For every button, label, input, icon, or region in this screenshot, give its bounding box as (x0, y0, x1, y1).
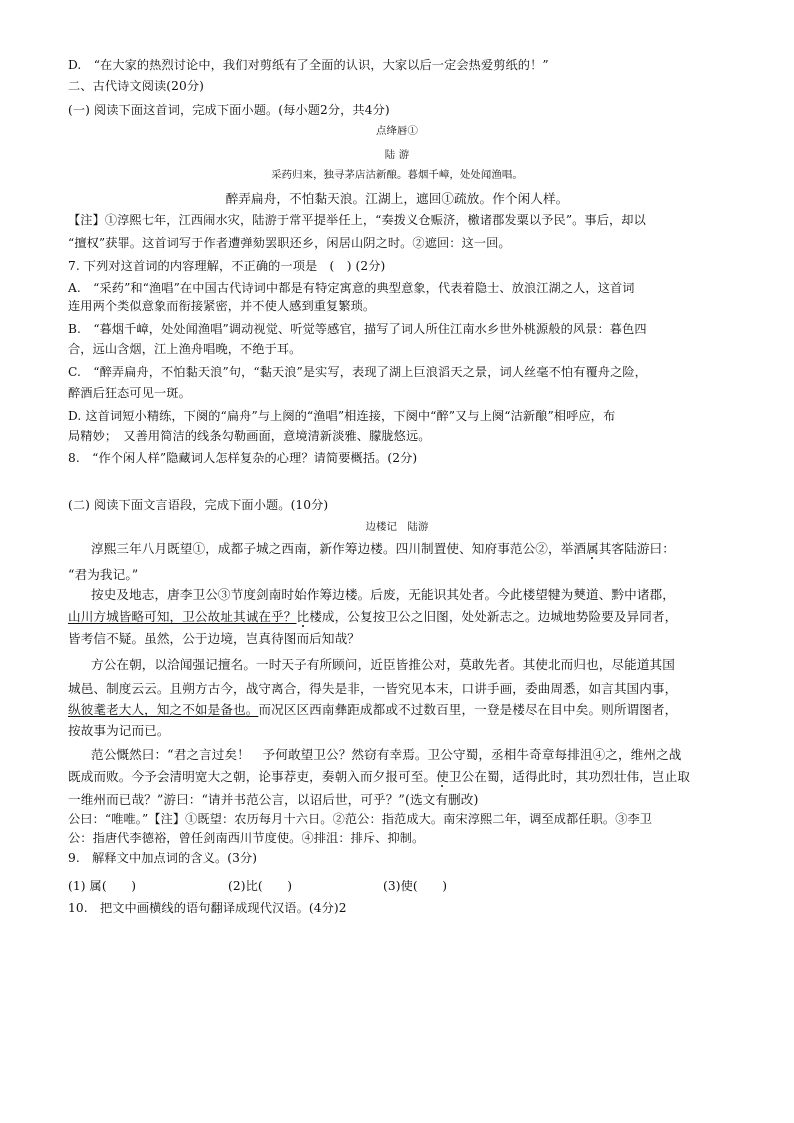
section-heading-ancient-poetry: 二、古代诗文阅读(20分) (68, 79, 205, 93)
essay-para-4-line-2: 既成而败。今予会清明宽大之朝，论事荐吏，奏朝入而夕报可至。使卫公在蜀，适得此时，其功烈壮伟，岂止取 (68, 769, 691, 784)
question-9-blank-2: (2)比( ) (228, 879, 293, 893)
option-b-line-1: B. “暮烟千嶂，处处闻渔唱”调动视觉、听觉等感官，描写了词人所住江南水乡世外桃源般的风景：暮色四 (68, 322, 647, 336)
poem-line-1: 采药归来，独寻茅店沽新酿。暮烟千嶂，处处闻渔唱。 (271, 169, 523, 181)
question-9: 9. 解释文中加点词的含义。(3分) (68, 851, 258, 865)
option-a-line-2: 连用两个类似意象而衔接紧密，并不使人感到重复繁琐。 (68, 299, 376, 313)
essay-para-3-line-1: 方公在朝，以洽闻强记擅名。一时天子有所顾问，近臣皆推公对，莫敢先者。其使北而归也，尽能道其国 (91, 657, 675, 672)
option-d-line-2: 局精妙； 又善用简洁的线条勾勒画面，意境清新淡雅、朦胧悠远。 (68, 429, 431, 443)
essay-para-3-line-2: 城邑、制度云云。且朔方古今，战守离合，得失是非，一皆究见本末，口讲手画，委曲周悉，如言其国内事， (68, 681, 678, 696)
essay-para-2-line-1: 按史及地志，唐李卫公③节度剑南时始作筹边楼。后废，无能识其处者。今此楼望犍为僰道、黔中诸郡， (91, 587, 675, 602)
dotted-word-bi: 比 (296, 609, 310, 624)
essay-title-author: 边楼记 陆游 (365, 521, 429, 533)
question-10: 10. 把文中画横线的语句翻译成现代汉语。(4分)2 (68, 901, 347, 915)
poem-title: 点绛唇① (376, 125, 418, 137)
question-9-blank-3: (3)使( ) (383, 879, 448, 893)
essay-para-4-line-3: 一维州而已哉？”游曰：“请并书范公言，以诏后世，可乎？”(选文有删改) (68, 792, 479, 807)
question-8: 8. “作个闲人样”隐藏词人怎样复杂的心理？请简要概括。(2分) (68, 451, 418, 465)
essay-para-2-line-2: 山川方城皆略可知，卫公故址其诚在乎？比楼成，公复按卫公之旧图，处处新志之。边城地势险要及异同者， (68, 609, 678, 624)
part-two-instruction: (二) 阅读下面文言语段，完成下面小题。(10分) (68, 498, 329, 512)
option-c-line-2: 醉酒后狂态可见一斑。 (68, 386, 191, 400)
question-7: 7. 下列对这首词的内容理解，不正确的一项是 ( ) (2分) (68, 259, 386, 273)
poem-line-2: 醉弄扁舟，不怕黏天浪。江湖上，遮回①疏放。作个闲人样。 (225, 191, 569, 206)
poem-note-line-2: “擅权”获罪。这首词写于作者遭弹劾罢职还乡，闲居山阴之时。②遮回：这一回。 (68, 236, 511, 250)
poem-note-line-1: 【注】①淳熙七年，江西闹水灾，陆游于常平提举任上，“奏拨义仓赈济，檄诸郡发粟以予民”。事后，却以 (68, 213, 646, 227)
essay-para-1-line-2: “君为我记。” (68, 567, 139, 582)
essay-note-line-1: 公曰：“唯唯。”【注】①既望：农历每月十六日。②范公：指范成大。南宋淳熙二年，调至成都任职。③李卫 (68, 812, 653, 826)
essay-para-3-line-3: 纵彼耄老大人，知之不如是备也。而况区区西南彝距成都或不过数百里，一登是楼尽在目中矣。则所谓图者， (68, 702, 678, 717)
essay-para-2-line-3: 皆考信不疑。虽然，公于边境，岂真待图而后知哉？ (68, 631, 360, 646)
essay-para-4-line-1: 范公慨然曰：“君之言过矣！ 予何敢望卫公？然窃有幸焉。卫公守蜀，丞相牛奇章每排沮④之，维州之战 (91, 747, 682, 762)
option-c-line-1: C. “醉弄扁舟，不怕黏天浪”句，“黏天浪”是实写，表现了湖上巨浪滔天之景，词人丝毫不怕有覆舟之险， (68, 365, 647, 379)
essay-para-1-line-1: 淳熙三年八月既望①，成都子城之西南，新作筹边楼。四川制置使、知府事范公②，举酒属其客陆游曰： (91, 541, 675, 556)
option-a-line-1: A. “采药”和“渔唱”在中国古代诗词中都是有特定寓意的典型意象，代表着隐士、放浪江湖之人，这首词 (68, 281, 635, 295)
option-d-line-1: D. 这首词短小精练，下阕的“扁舟”与上阕的“渔唱”相连接，下阕中“醉”又与上阕“沽新酿”相呼应，布 (68, 409, 616, 423)
dotted-word-shi: 使 (436, 769, 449, 784)
essay-para-3-line-4: 按故事为记而已。 (68, 723, 170, 738)
part-one-instruction: (一) 阅读下面这首词，完成下面小题。(每小题2分，共4分) (68, 103, 390, 117)
option-b-line-2: 合，远山含烟，江上渔舟唱晚，不绝于耳。 (68, 342, 302, 356)
underlined-sentence-2: 纵彼耄老大人，知之不如是备也。 (68, 702, 259, 717)
essay-note-line-2: 公：指唐代李德裕，曾任剑南西川节度使。④排沮：排斥、抑制。 (68, 831, 425, 845)
option-d-previous: D. “在大家的热烈讨论中，我们对剪纸有了全面的认识，大家以后一定会热爱剪纸的！” (68, 58, 549, 72)
underlined-sentence-1: 山川方城皆略可知，卫公故址其诚在乎？ (68, 609, 297, 624)
dotted-word-shu: 属 (586, 541, 599, 556)
poem-author: 陆 游 (384, 149, 410, 161)
question-9-blank-1: (1) 属( ) (68, 879, 137, 893)
